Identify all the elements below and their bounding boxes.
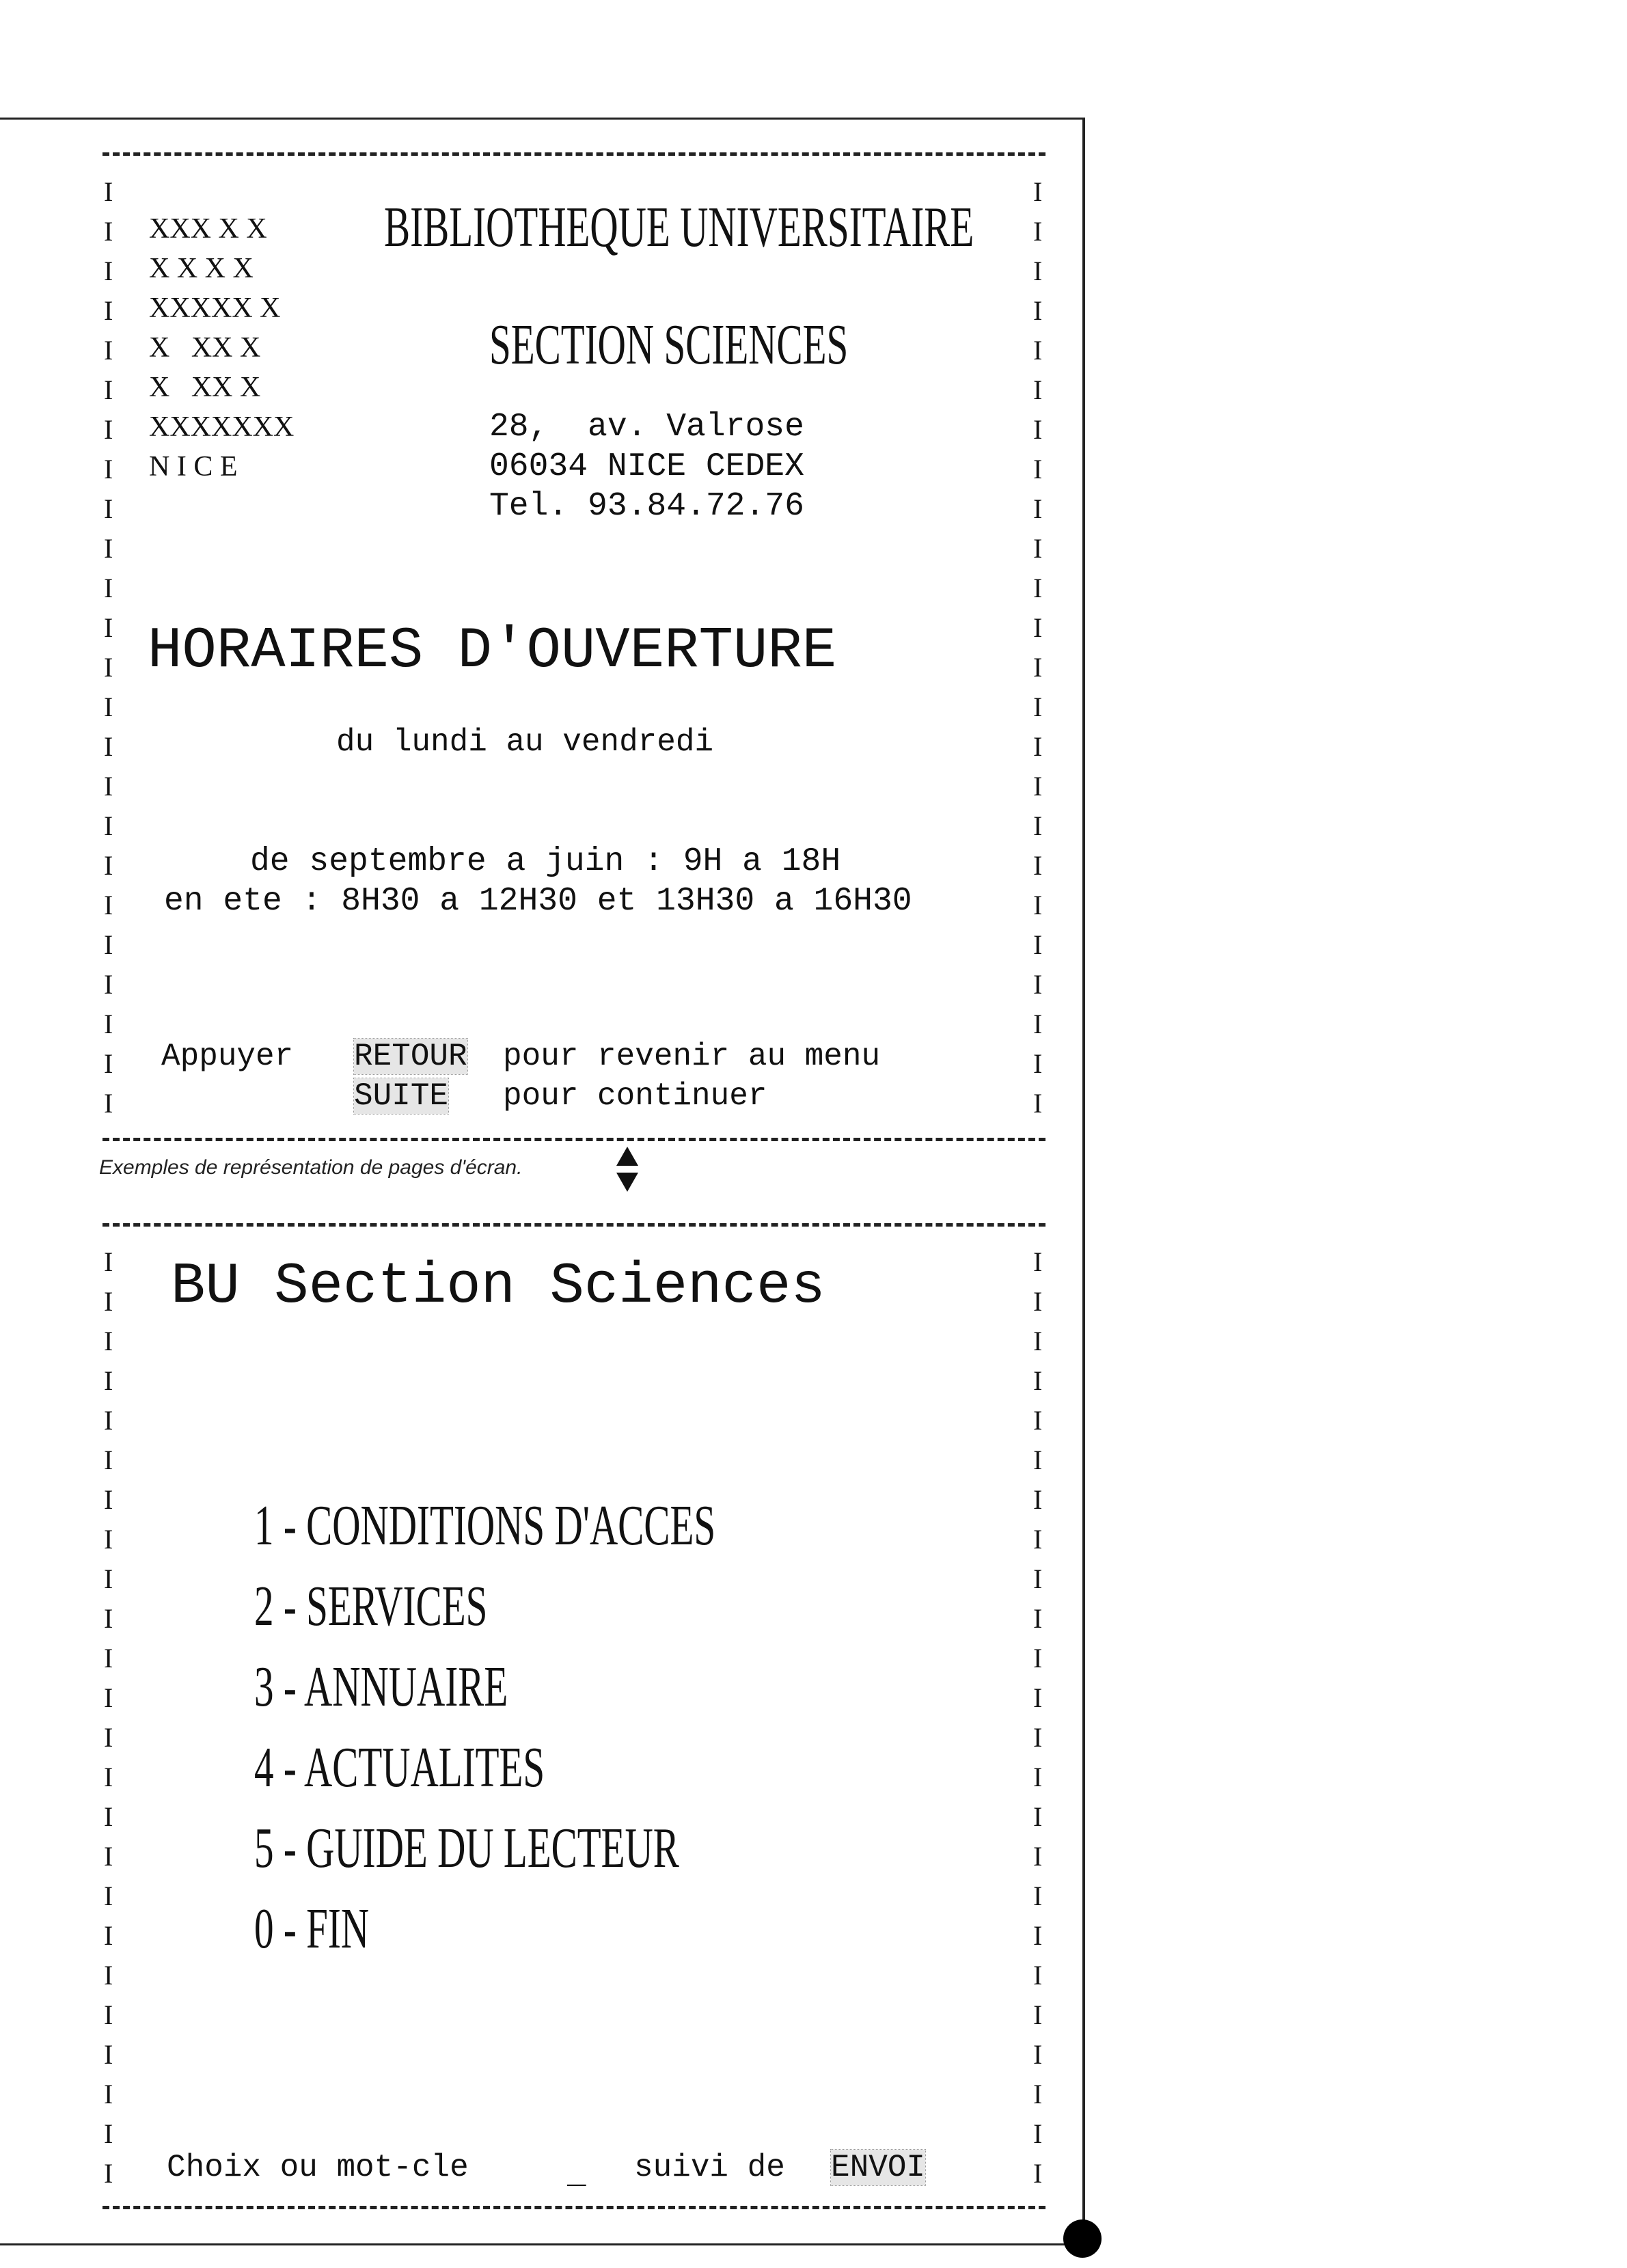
border-char: I	[1033, 1009, 1043, 1039]
screen1-bottom-border	[102, 1138, 1045, 1141]
logo-line: X XX X	[149, 372, 261, 403]
screen1-right-border	[1033, 172, 1042, 1123]
border-char: I	[104, 1643, 113, 1673]
border-char: I	[1033, 493, 1043, 524]
border-char: I	[1033, 1563, 1043, 1594]
border-char: I	[104, 1524, 113, 1555]
logo-line: XXXXX X	[149, 292, 281, 324]
border-char: I	[1033, 1246, 1043, 1277]
border-char: I	[1033, 2118, 1043, 2149]
retour-hint: pour revenir au menu	[503, 1039, 881, 1074]
border-char: I	[1033, 1326, 1043, 1356]
border-char: I	[1033, 1841, 1043, 1872]
border-char: I	[1033, 2158, 1043, 2189]
border-char: I	[1033, 454, 1043, 484]
border-char: I	[104, 1841, 113, 1872]
border-char: I	[1033, 2079, 1043, 2109]
retour-key[interactable]: RETOUR	[354, 1039, 467, 1074]
border-char: I	[104, 533, 113, 564]
border-char: I	[104, 414, 113, 445]
border-char: I	[104, 374, 113, 405]
border-char: I	[1033, 652, 1043, 683]
screen2-top-border	[102, 1223, 1045, 1227]
screen2-left-border	[104, 1242, 113, 2194]
menu-item-conditions[interactable]: 1 - CONDITIONS D'ACCES	[254, 1494, 716, 1557]
input-cursor[interactable]: _	[567, 2157, 586, 2192]
hours-heading: HORAIRES D'OUVERTURE	[148, 619, 837, 684]
border-char: I	[104, 493, 113, 524]
border-char: I	[1033, 2039, 1043, 2070]
border-char: I	[104, 176, 113, 207]
logo-line: XXXXXXX	[149, 411, 295, 443]
border-char: I	[1033, 1762, 1043, 1792]
border-char: I	[104, 1048, 113, 1079]
border-char: I	[104, 295, 113, 326]
border-char: I	[1033, 969, 1043, 1000]
border-char: I	[1033, 1484, 1043, 1515]
border-char: I	[104, 1365, 113, 1396]
border-char: I	[104, 2118, 113, 2149]
figure-caption: Exemples de représentation de pages d'écran.	[99, 1156, 523, 1179]
choice-prompt: Choix ou mot-cle	[167, 2150, 469, 2185]
frame-bottom-rule	[0, 2243, 1085, 2245]
border-char: I	[1033, 414, 1043, 445]
border-char: I	[1033, 1920, 1043, 1951]
border-char: I	[104, 2079, 113, 2109]
border-char: I	[1033, 1643, 1043, 1673]
border-char: I	[1033, 1999, 1043, 2030]
border-char: I	[104, 1920, 113, 1951]
border-char: I	[104, 573, 113, 603]
border-char: I	[104, 969, 113, 1000]
border-char: I	[104, 692, 113, 722]
border-char: I	[1033, 335, 1043, 366]
address-street: 28, av. Valrose	[489, 409, 804, 446]
border-char: I	[1033, 1603, 1043, 1634]
nice-logo	[149, 209, 294, 487]
press-label: Appuyer	[161, 1039, 294, 1074]
border-char: I	[104, 1722, 113, 1753]
address-city: 06034 NICE CEDEX	[489, 448, 804, 485]
border-char: I	[104, 1484, 113, 1515]
border-char: I	[104, 1563, 113, 1594]
border-char: I	[104, 1286, 113, 1317]
screen2-right-border	[1033, 1242, 1042, 2194]
border-char: I	[1033, 1881, 1043, 1911]
border-char: I	[104, 2158, 113, 2189]
border-char: I	[1033, 692, 1043, 722]
hours-school-year: de septembre a juin : 9H a 18H	[250, 843, 841, 880]
border-char: I	[104, 1246, 113, 1277]
border-char: I	[1033, 810, 1043, 841]
border-char: I	[104, 1762, 113, 1792]
border-char: I	[104, 1960, 113, 1991]
menu-item-services[interactable]: 2 - SERVICES	[254, 1574, 488, 1638]
border-char: I	[1033, 533, 1043, 564]
border-char: I	[1033, 295, 1043, 326]
border-char: I	[104, 216, 113, 247]
border-char: I	[104, 850, 113, 881]
border-char: I	[1033, 612, 1043, 643]
border-char: I	[1033, 1365, 1043, 1396]
frame-top-rule	[0, 118, 1085, 120]
screen1-top-border	[102, 152, 1045, 156]
border-char: I	[104, 1326, 113, 1356]
followed-by-label: suivi de	[634, 2150, 785, 2185]
section-title: SECTION SCIENCES	[489, 313, 849, 377]
border-char: I	[104, 771, 113, 802]
border-char: I	[104, 1881, 113, 1911]
border-char: I	[104, 256, 113, 286]
border-char: I	[104, 1405, 113, 1436]
border-char: I	[1033, 1286, 1043, 1317]
border-char: I	[104, 1682, 113, 1713]
corner-bullet	[1063, 2219, 1102, 2258]
logo-line: X X X X	[149, 253, 254, 284]
border-char: I	[104, 1603, 113, 1634]
border-char: I	[1033, 1960, 1043, 1991]
border-char: I	[104, 652, 113, 683]
border-char: I	[104, 612, 113, 643]
suite-key[interactable]: SUITE	[354, 1078, 449, 1114]
envoi-key[interactable]: ENVOI	[831, 2150, 926, 2185]
menu-title: BU Section Sciences	[171, 1255, 825, 1320]
border-char: I	[1033, 1048, 1043, 1079]
border-char: I	[1033, 929, 1043, 960]
menu-item-fin[interactable]: 0 - FIN	[254, 1897, 370, 1960]
border-char: I	[1033, 1682, 1043, 1713]
screen2-bottom-border	[102, 2206, 1045, 2209]
logo-line: X XX X	[149, 332, 261, 364]
border-char: I	[1033, 1524, 1043, 1555]
weekdays-text: du lundi au vendredi	[336, 724, 714, 760]
border-char: I	[104, 1801, 113, 1832]
border-char: I	[1033, 771, 1043, 802]
logo-line: N I C E	[149, 451, 238, 482]
up-down-arrows-icon	[614, 1143, 641, 1197]
frame-right-rule	[1082, 119, 1085, 2244]
border-char: I	[104, 1088, 113, 1119]
border-char: I	[1033, 731, 1043, 762]
hours-summer: en ete : 8H30 a 12H30 et 13H30 a 16H30	[164, 883, 912, 920]
border-char: I	[104, 731, 113, 762]
border-char: I	[1033, 890, 1043, 920]
border-char: I	[1033, 1722, 1043, 1753]
border-char: I	[1033, 1405, 1043, 1436]
border-char: I	[104, 335, 113, 366]
border-char: I	[104, 1445, 113, 1475]
border-char: I	[104, 810, 113, 841]
border-char: I	[104, 454, 113, 484]
phone-number: Tel. 93.84.72.76	[489, 488, 804, 525]
border-char: I	[1033, 176, 1043, 207]
menu-item-actualites[interactable]: 4 - ACTUALITES	[254, 1736, 545, 1799]
border-char: I	[1033, 216, 1043, 247]
library-title: BIBLIOTHEQUE UNIVERSITAIRE	[384, 195, 974, 259]
menu-item-guide[interactable]: 5 - GUIDE DU LECTEUR	[254, 1816, 679, 1880]
suite-hint: pour continuer	[503, 1078, 767, 1114]
border-char: I	[104, 890, 113, 920]
border-char: I	[104, 1009, 113, 1039]
border-char: I	[1033, 850, 1043, 881]
logo-line: XXX X X	[149, 213, 267, 245]
border-char: I	[1033, 1445, 1043, 1475]
border-char: I	[1033, 573, 1043, 603]
border-char: I	[1033, 1088, 1043, 1119]
border-char: I	[104, 1999, 113, 2030]
menu-item-annuaire[interactable]: 3 - ANNUAIRE	[254, 1655, 508, 1719]
border-char: I	[1033, 374, 1043, 405]
screen1-left-border	[104, 172, 113, 1123]
border-char: I	[104, 2039, 113, 2070]
border-char: I	[1033, 1801, 1043, 1832]
border-char: I	[1033, 256, 1043, 286]
border-char: I	[104, 929, 113, 960]
